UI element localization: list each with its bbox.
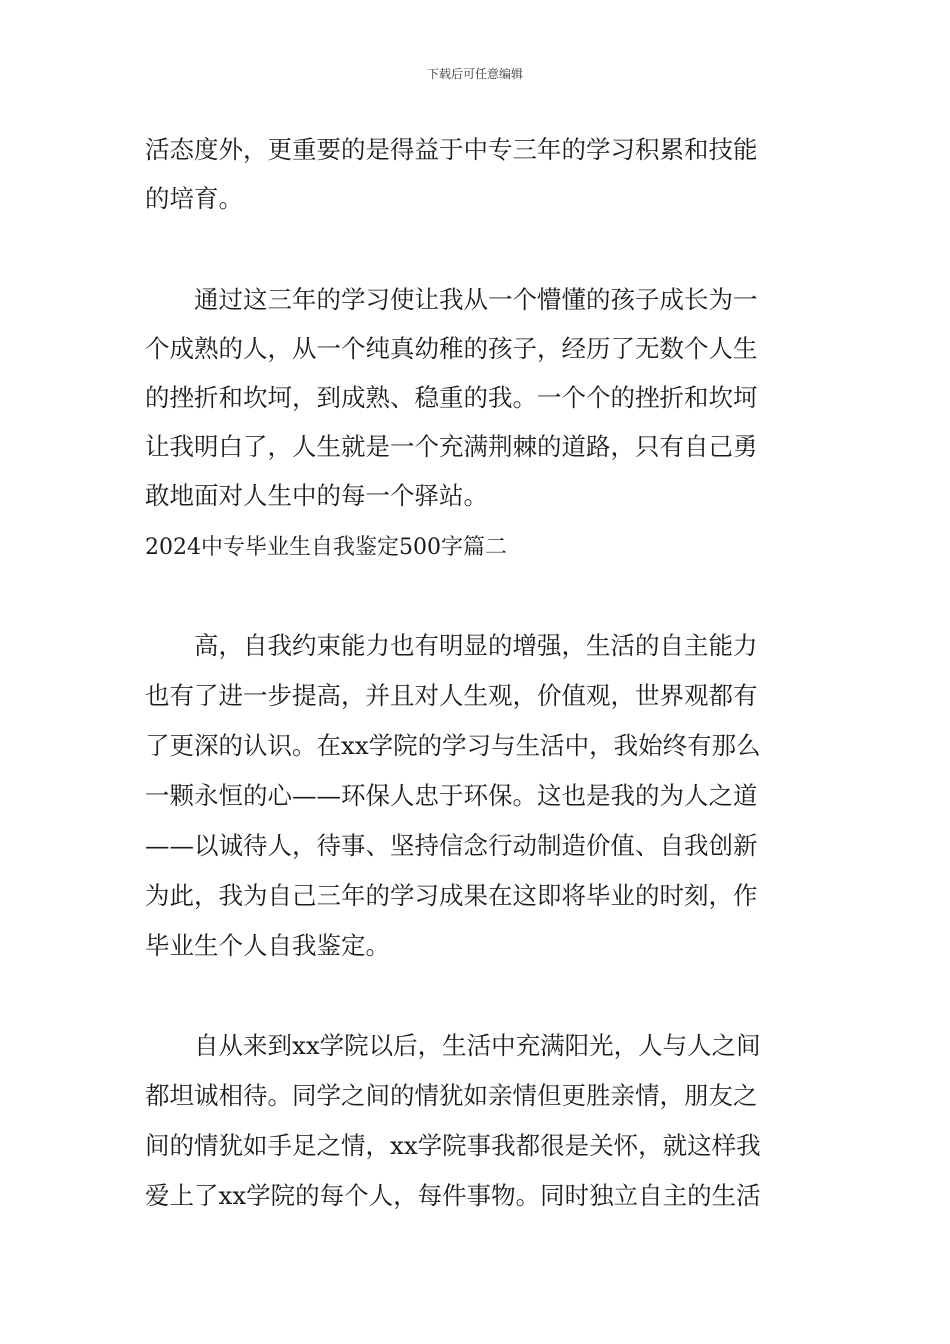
paragraph-line: 的挫折和坎坷，到成熟、稳重的我。一个个的挫折和坎坷 bbox=[145, 383, 758, 412]
paragraph-line: 爱上了xx学院的每个人，每件事物。同时独立自主的生活 bbox=[145, 1181, 761, 1210]
section-heading: 2024中专毕业生自我鉴定500字篇二 bbox=[145, 535, 507, 560]
paragraph-line: 都坦诚相待。同学之间的情犹如亲情但更胜亲情，朋友之 bbox=[145, 1081, 758, 1110]
paragraph-line: 活态度外，更重要的是得益于中专三年的学习积累和技能 bbox=[145, 135, 758, 164]
paragraph-line: ——以诚待人，待事、坚持信念行动制造价值、自我创新 bbox=[145, 831, 758, 860]
paragraph-line: 也有了进一步提高，并且对人生观，价值观，世界观都有 bbox=[145, 681, 758, 710]
paragraph-line: 自从来到xx学院以后，生活中充满阳光，人与人之间 bbox=[194, 1031, 761, 1060]
page-header: 下载后可任意编辑 bbox=[426, 67, 523, 81]
paragraph-line: 通过这三年的学习使让我从一个懵懂的孩子成长为一 bbox=[194, 285, 758, 314]
paragraph-line: 个成熟的人，从一个纯真幼稚的孩子，经历了无数个人生 bbox=[145, 334, 758, 363]
paragraph-line: 让我明白了，人生就是一个充满荆棘的道路，只有自己勇 bbox=[145, 432, 758, 461]
paragraph-line: 高，自我约束能力也有明显的增强，生活的自主能力 bbox=[194, 631, 758, 660]
paragraph-line: 了更深的认识。在xx学院的学习与生活中，我始终有那么 bbox=[145, 731, 761, 760]
paragraph-line: 一颗永恒的心——环保人忠于环保。这也是我的为人之道 bbox=[145, 781, 758, 810]
paragraph-line: 的培育。 bbox=[145, 184, 243, 213]
paragraph-line: 为此，我为自己三年的学习成果在这即将毕业的时刻，作 bbox=[145, 881, 758, 910]
paragraph-line: 敢地面对人生中的每一个驿站。 bbox=[145, 481, 488, 510]
paragraph-line: 间的情犹如手足之情，xx学院事我都很是关怀，就这样我 bbox=[145, 1131, 761, 1160]
paragraph-line: 毕业生个人自我鉴定。 bbox=[145, 931, 390, 960]
